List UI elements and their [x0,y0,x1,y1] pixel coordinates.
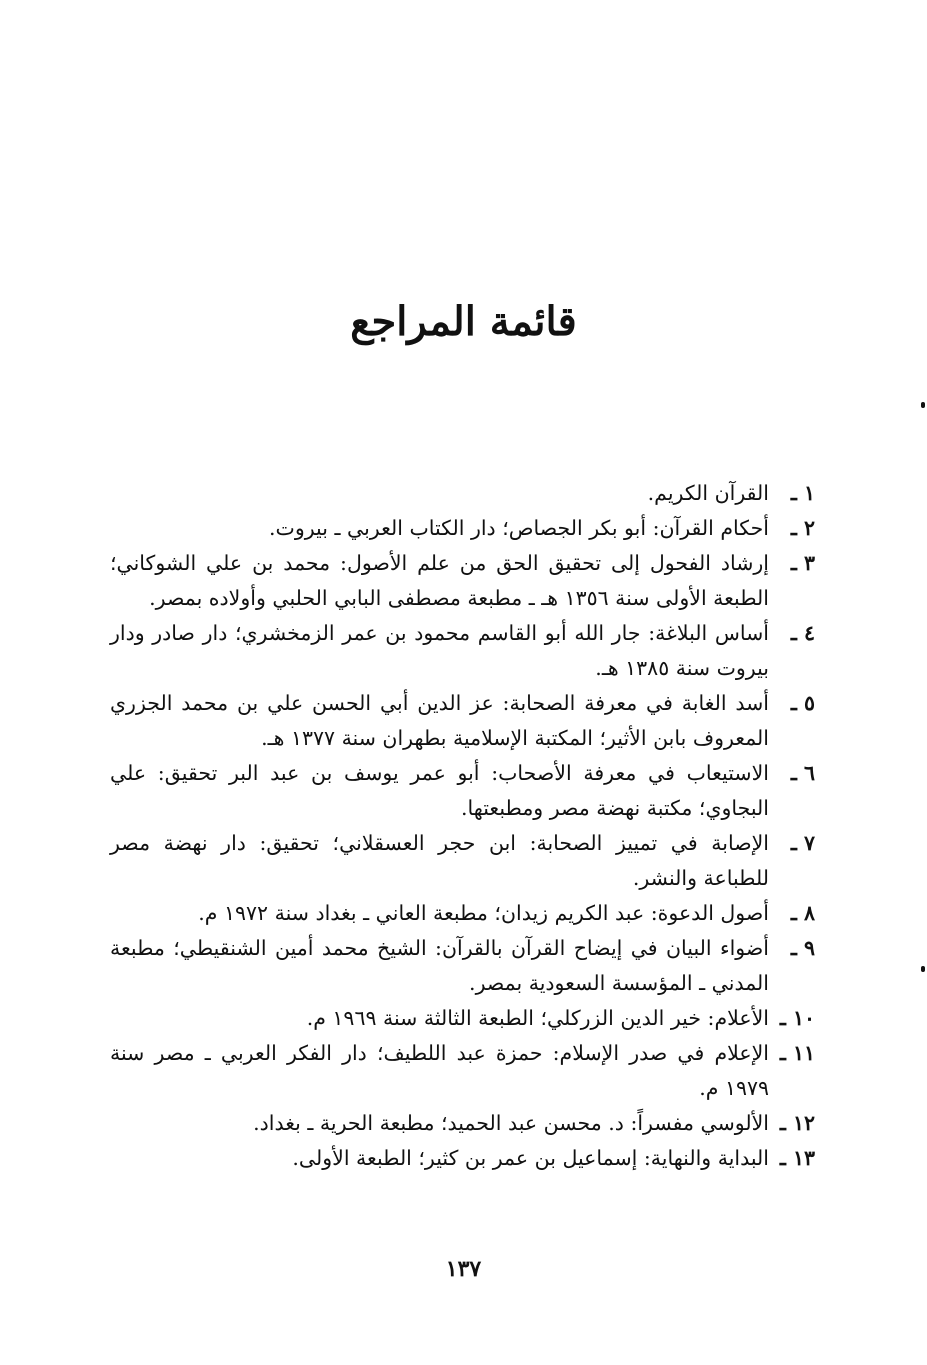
reference-number: ١١ ـ [779,1041,815,1065]
reference-item [110,1036,815,1106]
reference-text: الاستيعاب في معرفة الأصحاب: أبو عمر يوسف بن عبد البر تحقيق: علي البجاوي؛ مكتبة نهضة مصر ومطبعتها. [110,761,769,820]
reference-text: إرشاد الفحول إلى تحقيق الحق من علم الأصول: محمد بن علي الشوكاني؛ الطبعة الأولى سنة ١٣٥٦ هـ ـ مطبعة مصطفى البابي الحلبي وأولاده بمصر. [110,551,769,610]
reference-number: ٧ ـ [790,831,815,855]
reference-text: أساس البلاغة: جار الله أبو القاسم محمود بن عمر الزمخشري؛ دار صادر ودار بيروت سنة ١٣٨٥ هـ. [110,621,769,680]
references-list [110,476,815,1176]
reference-item [110,1001,815,1036]
reference-item [110,476,815,511]
reference-number: ٦ ـ [790,761,815,785]
reference-text: الألوسي مفسراً: د. محسن عبد الحميد؛ مطبعة الحرية ـ بغداد. [253,1111,769,1135]
reference-text: الأعلام: خير الدين الزركلي؛ الطبعة الثالثة سنة ١٩٦٩ م. [306,1006,769,1030]
reference-item [110,511,815,546]
scan-speck [921,402,925,408]
reference-number: ٤ ـ [790,621,815,645]
reference-item [110,826,815,896]
reference-number: ١ ـ [790,481,815,505]
page-title: قائمة المراجع [350,298,577,345]
reference-text: أضواء البيان في إيضاح القرآن بالقرآن: الشيخ محمد أمين الشنقيطي؛ مطبعة المدني ـ المؤسسة السعودية بمصر. [110,936,769,995]
reference-text: البداية والنهاية: إسماعيل بن عمر بن كثير؛ الطبعة الأولى. [292,1146,769,1170]
reference-text: أصول الدعوة: عبد الكريم زيدان؛ مطبعة العاني ـ بغداد سنة ١٩٧٢ م. [198,901,769,925]
scan-speck [921,966,925,972]
reference-number: ١٢ ـ [779,1111,815,1135]
reference-item [110,931,815,1001]
reference-item [110,1106,815,1141]
reference-item [110,616,815,686]
reference-number: ١٣ ـ [779,1146,815,1170]
reference-number: ١٠ ـ [779,1006,815,1030]
reference-number: ٥ ـ [790,691,815,715]
reference-item [110,756,815,826]
reference-text: الإصابة في تمييز الصحابة: ابن حجر العسقلاني؛ تحقيق: دار نهضة مصر للطباعة والنشر. [110,831,769,890]
reference-item [110,896,815,931]
reference-number: ٨ ـ [790,901,815,925]
reference-number: ٣ ـ [790,551,815,575]
reference-text: أسد الغابة في معرفة الصحابة: عز الدين أبي الحسن علي بن محمد الجزري المعروف بابن الأثير؛ المكتبة الإسلامية بطهران سنة ١٣٧٧ هـ. [110,691,769,750]
reference-item [110,1141,815,1176]
reference-item [110,686,815,756]
reference-item [110,546,815,616]
reference-number: ٢ ـ [790,516,815,540]
reference-text: القرآن الكريم. [647,481,769,505]
reference-text: الإعلام في صدر الإسلام: حمزة عبد اللطيف؛ دار الفكر العربي ـ مصر سنة ١٩٧٩ م. [110,1041,769,1100]
reference-text: أحكام القرآن: أبو بكر الجصاص؛ دار الكتاب العربي ـ بيروت. [269,516,769,540]
page-number: ١٣٧ [445,1256,482,1282]
reference-number: ٩ ـ [790,936,815,960]
